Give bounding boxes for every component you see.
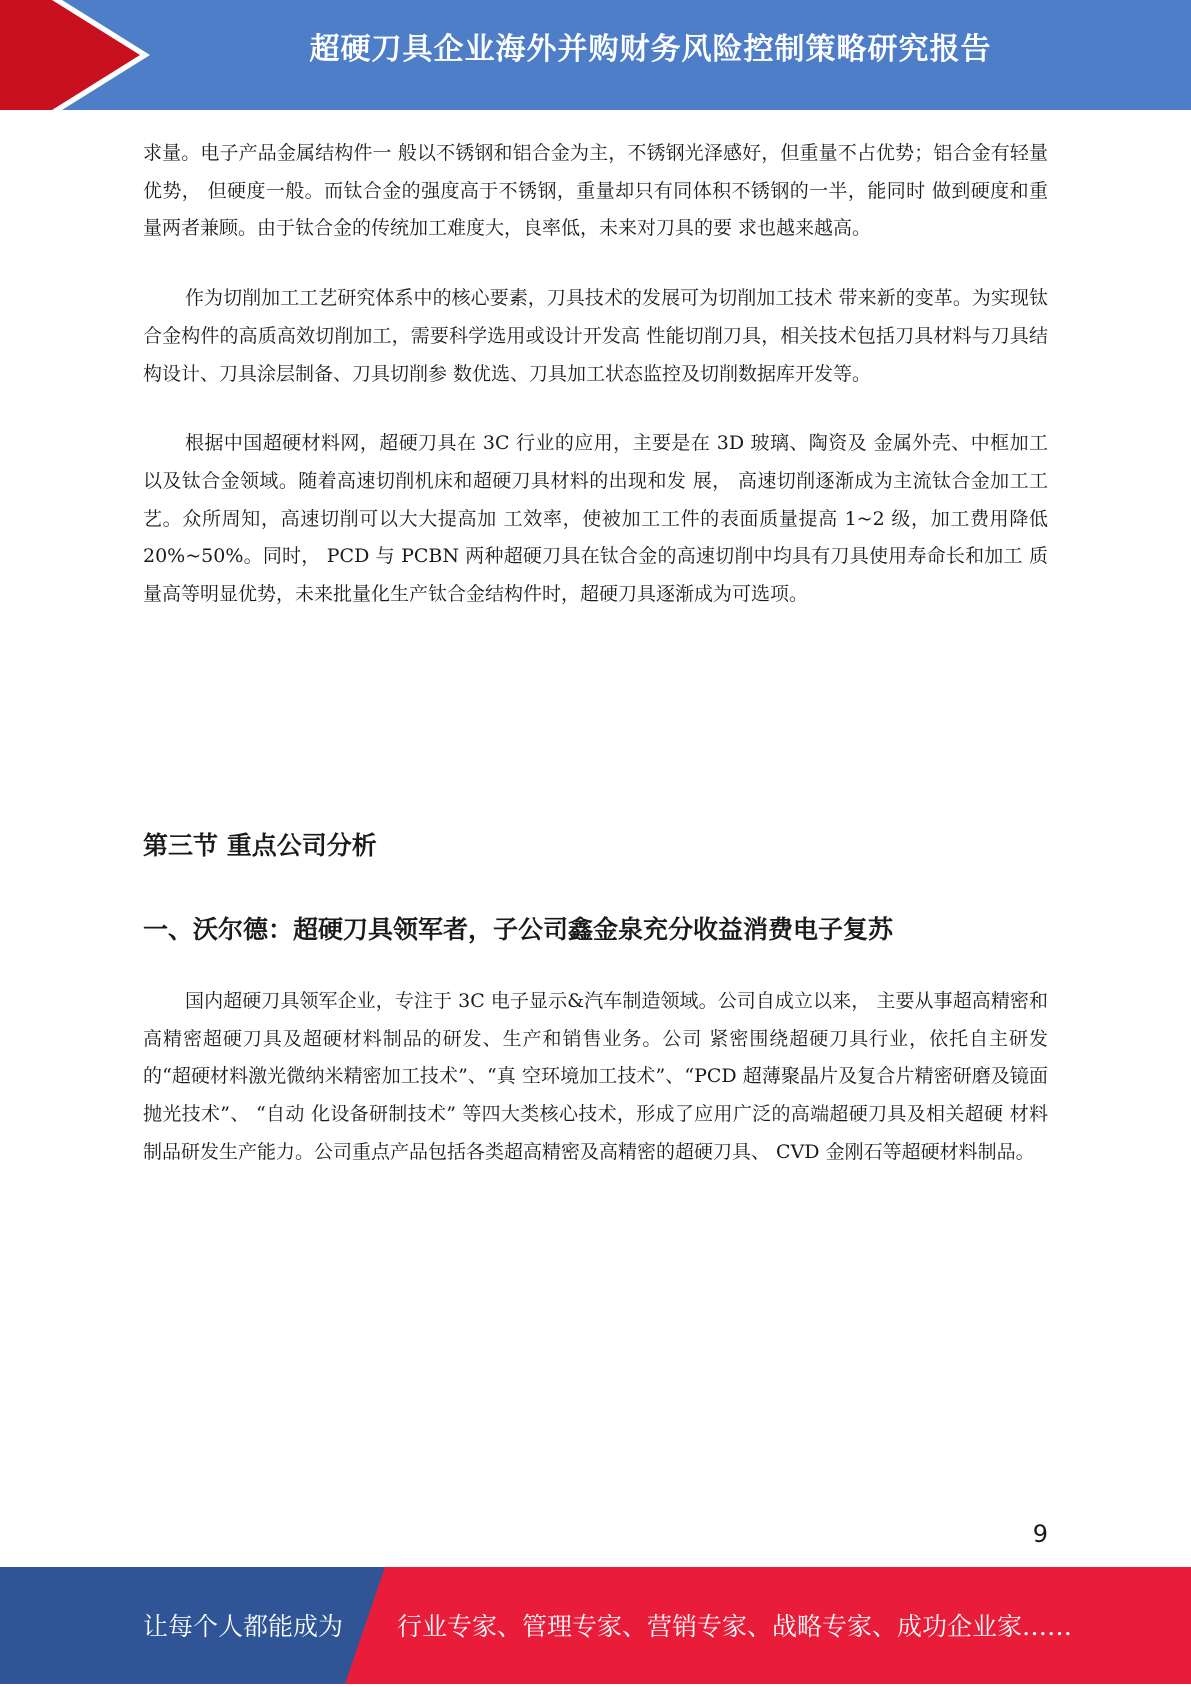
body-text bbox=[143, 135, 1048, 614]
paragraph-3: 根据中国超硬材料网，超硬刀具在 3C 行业的应用，主要是在 3D 玻璃、陶资及 金属外壳、中框加工以及钛合金领域。随着高速切削机床和超硬刀具材料的出现和发 展， 高速切削逐渐成为主流钛合金加工工艺。众所周知，高速切削可以大大提高加 工效率，使被加工工件的表面质量提高 1~2 级，加工费用降低 20%~50%。同时， PCD 与 PCBN 两种超硬刀具在钛合金的高速切削中均具有刀具使用寿命长和加工 质量高等明显优势，未来批量化生产钛合金结构件时，超硬刀具逐渐成为可选项。 bbox=[143, 432, 1048, 606]
header-arrow-decoration bbox=[0, 0, 150, 110]
page-number: 9 bbox=[1032, 1520, 1048, 1548]
footer-slogan-left: 让每个人都能成为 bbox=[143, 1612, 344, 1641]
paragraph-1: 求量。电子产品金属结构件一 般以不锈钢和铝合金为主，不锈钢光泽感好，但重量不占优势；铝合金有轻量优势， 但硬度一般。而钛合金的强度高于不锈钢，重量却只有同体积不锈钢的一半，能同时 做到硬度和重量两者兼顾。由于钛合金的传统加工难度大，良率低，未来对刀具的要 求也越来越高。 bbox=[143, 142, 1048, 240]
report-title: 超硬刀具企业海外并购财务风险控制策略研究报告 bbox=[309, 32, 992, 67]
company-description bbox=[143, 983, 1048, 1172]
page-header bbox=[0, 0, 1191, 110]
section-subtitle: 一、沃尔德：超硬刀具领军者，子公司鑫金泉充分收益消费电子复苏 bbox=[143, 915, 894, 944]
page-footer bbox=[0, 1567, 1191, 1684]
section-title: 第三节 重点公司分析 bbox=[143, 831, 377, 860]
paragraph-company: 国内超硬刀具领军企业，专注于 3C 电子显示&汽车制造领域。公司自成立以来， 主要从事超高精密和高精密超硬刀具及超硬材料制品的研发、生产和销售业务。公司 紧密围绕超硬刀具行业，依托自主研发的“超硬材料激光微纳米精密加工技术”、“真 空环境加工技术”、“PCD 超薄聚晶片及复合片精密研磨及镜面抛光技术”、 “自动 化设备研制技术” 等四大类核心技术，形成了应用广泛的高端超硬刀具及相关超硬 材料制品研发生产能力。公司重点产品包括各类超高精密及高精密的超硬刀具、 CVD 金刚石等超硬材料制品。 bbox=[143, 990, 1048, 1163]
paragraph-2: 作为切削加工工艺研究体系中的核心要素，刀具技术的发展可为切削加工技术 带来新的变革。为实现钛合金构件的高质高效切削加工，需要科学选用或设计开发高 性能切削刀具，相关技术包括刀具材料与刀具结构设计、刀具涂层制备、刀具切削参 数优选、刀具加工状态监控及切削数据库开发等。 bbox=[143, 287, 1048, 385]
footer-slogan-right: 行业专家、管理专家、营销专家、战略专家、成功企业家…… bbox=[397, 1612, 1073, 1641]
